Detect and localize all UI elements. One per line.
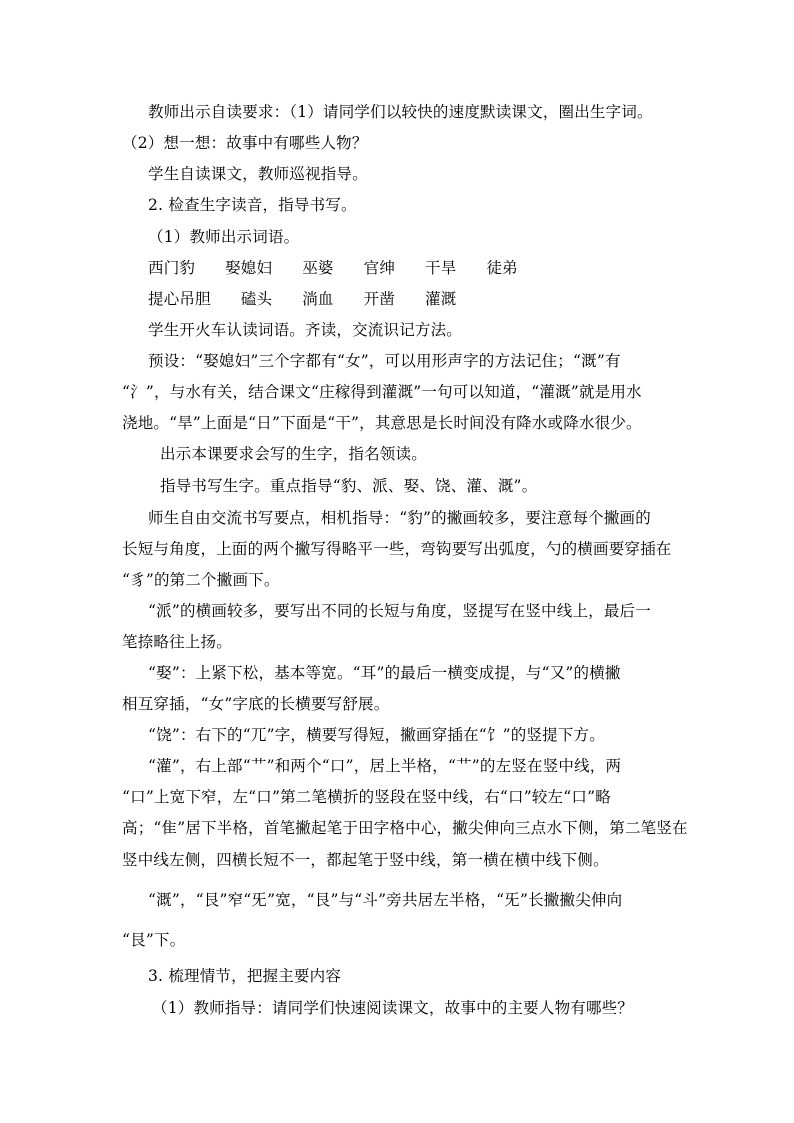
paragraph-line: “娶”：上紧下松，基本等宽。“耳”的最后一横变成提，与“又”的横撇 xyxy=(148,664,621,682)
paragraph-line: “艮”下。 xyxy=(122,931,186,949)
paragraph-line: “灌”，右上部“艹”和两个“口”，居上半格，“艹”的左竖在竖中线，两 xyxy=(148,757,622,775)
paragraph-line: 笔捺略往上扬。 xyxy=(122,633,232,651)
paragraph-line: （1）教师指导：请同学们快速阅读课文，故事中的主要人物有哪些？ xyxy=(152,999,634,1017)
vocab-word: 干旱 xyxy=(425,259,457,277)
paragraph-line: “派”的横画较多，要写出不同的长短与角度，竖提写在竖中线上，最后一 xyxy=(148,602,651,620)
vocab-row-1 xyxy=(148,258,518,278)
section-heading: 2. 检查生字读音，指导书写。 xyxy=(148,196,357,214)
paragraph-line: 竖中线左侧，四横长短不一，都起笔于竖中线，第一横在横中线下侧。 xyxy=(122,851,609,869)
paragraph-line: 浇地。“旱”上面是“日”下面是“干”，其意思是长时间没有降水或降水很少。 xyxy=(122,414,642,432)
paragraph-line: 指导书写生字。重点指导“豹、派、娶、饶、灌、溉”。 xyxy=(160,477,538,495)
vocab-word: 磕头 xyxy=(240,290,273,308)
paragraph-line: 师生自由交流书写要点，相机指导：“豹”的撇画较多，要注意每个撇画的 xyxy=(148,509,651,527)
vocab-word: 西门豹 xyxy=(148,259,196,277)
paragraph-line: “氵”，与水有关，结合课文“庄稼得到灌溉”一句可以知道，“灌溉”就是用水 xyxy=(122,383,642,401)
paragraph-line: 学生开火车认读词语。齐读，交流识记方法。 xyxy=(148,321,463,339)
paragraph-line: 预设：“娶媳妇”三个字都有“女”，可以用形声字的方法记住；“溉”有 xyxy=(148,352,621,370)
vocab-row-2 xyxy=(148,289,456,309)
paragraph-line: 学生自读课文，教师巡视指导。 xyxy=(148,165,368,183)
paragraph-line: 高；“隹”居下半格，首笔撇起笔于田字格中心，撇尖伸向三点水下侧，第二笔竖在 xyxy=(122,819,688,837)
section-heading: 3. 梳理情节，把握主要内容 xyxy=(148,967,342,985)
paragraph-line: “口”上宽下窄，左“口”第二笔横折的竖段在竖中线，右“口”较左“口”略 xyxy=(122,788,611,806)
vocab-word: 灌溉 xyxy=(425,290,457,308)
paragraph-line: 相互穿插，“女”字底的长横要写舒展。 xyxy=(122,695,390,713)
paragraph-line: 长短与角度，上面的两个撇写得略平一些，弯钩要写出弧度，勺的横画要穿插在 xyxy=(122,540,672,558)
vocab-word: 徒弟 xyxy=(486,259,518,277)
paragraph-line: （1）教师出示词语。 xyxy=(148,228,300,246)
vocab-word: 官绅 xyxy=(363,259,396,277)
vocab-word: 提心吊胆 xyxy=(148,290,211,308)
paragraph-line: “溉”，“艮”窄“旡”宽，“艮”与“斗”旁共居左半格，“旡”长撇撇尖伸向 xyxy=(148,891,623,909)
vocab-word: 娶媳妇 xyxy=(225,259,273,277)
paragraph-line: “饶”：右下的“兀”字，横要写得短，撇画穿插在“饣”的竖提下方。 xyxy=(148,726,605,744)
vocab-word: 开凿 xyxy=(363,290,396,308)
paragraph-line: 出示本课要求会写的生字，指名领读。 xyxy=(160,445,427,463)
paragraph-line: “豸”的第二个撇画下。 xyxy=(122,571,280,589)
paragraph-line: （2）想一想：故事中有哪些人物？ xyxy=(122,134,368,152)
paragraph-line: 教师出示自读要求：（1）请同学们以较快的速度默读课文，圈出生字词。 xyxy=(148,103,653,121)
vocab-word: 淌血 xyxy=(302,290,334,308)
vocab-word: 巫婆 xyxy=(302,259,334,277)
